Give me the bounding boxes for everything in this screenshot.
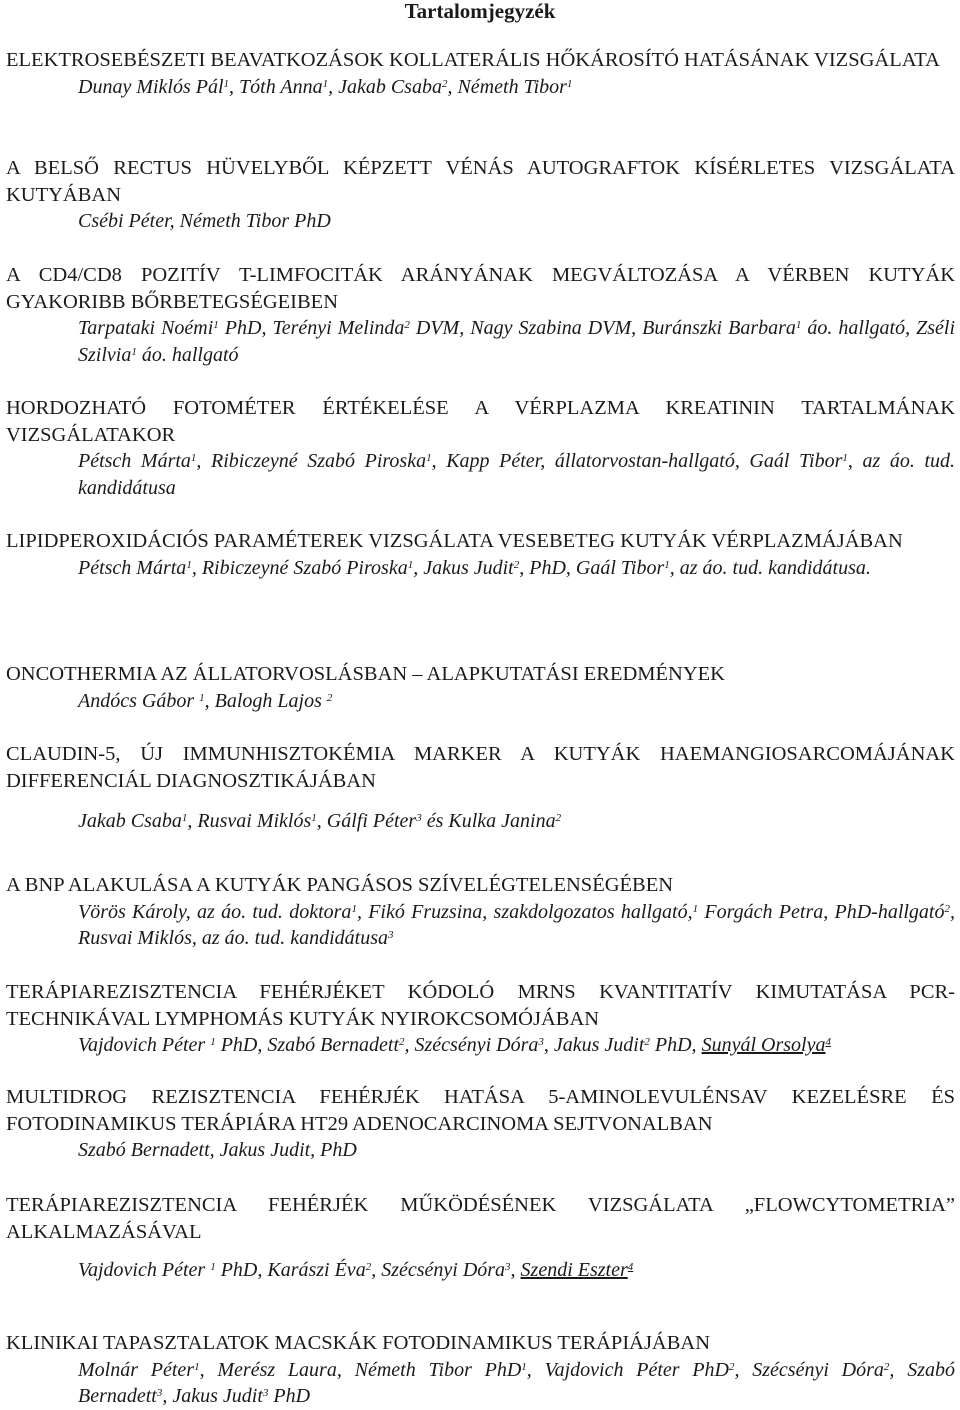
author-text: , Balogh Lajos	[204, 689, 327, 712]
author-text: Andócs Gábor	[78, 689, 200, 712]
entry-title: CLAUDIN-5, ÚJ IMMUNHISZTOKÉMIA MARKER A KUTYÁK HAEMANGIOSARCOMÁJÁNAK DIFFERENCIÁL DIAGNOSZTIKÁJÁBAN	[6, 743, 955, 792]
author-affiliation-sup: 3	[387, 928, 394, 941]
author-text: Jakab Csaba	[78, 810, 182, 832]
author-affiliation-sup: 1	[194, 1360, 200, 1373]
author-text: Vörös Károly, az áo. tud. doktora	[78, 900, 352, 923]
author-affiliation-sup: 1	[199, 691, 205, 704]
author-affiliation-sup: 3	[538, 1035, 544, 1048]
entry-title: A BNP ALAKULÁSA A KUTYÁK PANGÁSOS SZÍVELÉGTELENSÉGÉBEN	[6, 874, 674, 896]
author-affiliation-sup: 1	[351, 902, 357, 915]
author-text: , Ribiczeyné Szabó Piroska	[196, 450, 427, 472]
entry-title: MULTIDROG REZISZTENCIA FEHÉRJÉK HATÁSA 5-AMINOLEVULÉNSAV KEZELÉSRE ÉS FOTODINAMIKUS TERÁPIÁRA HT29 ADENOCARCINOMA SEJTVONALBAN	[6, 1086, 955, 1135]
toc-entry	[6, 661, 955, 714]
author-text: áo. hallgató, Zséli Szilvia	[78, 317, 956, 366]
author-text: Vajdovich Péter	[78, 1034, 211, 1056]
entry-title: KLINIKAI TAPASZTALATOK MACSKÁK FOTODINAMIKUS TERÁPIÁJÁBAN	[6, 1332, 711, 1354]
toc-entry	[6, 979, 955, 1059]
toc-entry	[6, 1330, 955, 1410]
entry-authors	[78, 899, 955, 952]
author-affiliation-sup: 2	[399, 1035, 405, 1048]
author-affiliation-sup: 3	[262, 1386, 269, 1399]
entry-authors	[78, 315, 955, 368]
author-affiliation-sup: 1	[311, 811, 317, 824]
toc-entry	[6, 528, 955, 581]
author-text: Molnár Péter	[78, 1358, 195, 1381]
author-affiliation-sup: 1	[842, 451, 848, 464]
author-affiliation-sup: 2	[326, 691, 333, 704]
author-text: , Vajdovich Péter PhD	[526, 1358, 729, 1381]
author-text: Pétsch Márta	[78, 450, 191, 472]
author-affiliation-sup: 1	[223, 77, 230, 90]
toc-entry	[6, 872, 955, 952]
author-affiliation-sup: 1	[213, 318, 219, 331]
author-text: ,	[510, 1259, 521, 1281]
entry-authors	[78, 1137, 955, 1164]
author-text: , Fikó Fruzsina, szakdolgozatos hallgató,	[356, 900, 693, 923]
author-affiliation-sup: 4	[825, 1035, 831, 1048]
entry-title: A CD4/CD8 POZITÍV T-LIMFOCITÁK ARÁNYÁNAK MEGVÁLTOZÁSA A VÉRBEN KUTYÁK GYAKORIBB BŐRBETEGSÉGEIBEN	[6, 264, 955, 313]
author-affiliation-sup: 1	[566, 77, 573, 90]
entry-title: TERÁPIAREZISZTENCIA FEHÉRJÉKET KÓDOLÓ MRNS KVANTITATÍV KIMUTATÁSA PCR-TECHNIKÁVAL LYMPHOMÁS KUTYÁK NYIROKCSOMÓJÁBAN	[6, 981, 955, 1030]
entry-authors	[78, 208, 955, 235]
toc-entry	[6, 741, 955, 835]
entry-title: TERÁPIAREZISZTENCIA FEHÉRJÉK MŰKÖDÉSÉNEK VIZSGÁLATA „FLOWCYTOMETRIA” ALKALMAZÁSÁVAL	[6, 1194, 955, 1243]
entry-authors	[78, 1357, 955, 1410]
entry-title: LIPIDPEROXIDÁCIÓS PARAMÉTEREK VIZSGÁLATA VESEBETEG KUTYÁK VÉRPLAZMÁJÁBAN	[6, 530, 903, 552]
author-affiliation-sup: 1	[186, 558, 192, 571]
author-affiliation-sup: 3	[416, 811, 422, 824]
toc-entry	[6, 47, 955, 100]
entry-authors	[78, 448, 955, 501]
author-affiliation-sup: 2	[883, 1360, 890, 1373]
author-text: , az áo. tud. kandidátusa.	[669, 556, 871, 579]
entry-authors	[78, 555, 955, 582]
author-text: , Ribiczeyné Szabó Piroska	[191, 556, 408, 579]
author-affiliation-sup: 2	[555, 811, 562, 824]
author-affiliation-sup: 1	[210, 1035, 216, 1048]
entry-authors	[78, 1257, 955, 1284]
author-affiliation-sup: 4	[627, 1260, 634, 1273]
author-affiliation-sup: 2	[728, 1360, 735, 1373]
author-affiliation-sup: 2	[404, 318, 410, 331]
page-title: Tartalomjegyzék	[404, 0, 556, 23]
author-text: , Gálfi Péter	[316, 810, 417, 832]
entry-title: ONCOTHERMIA AZ ÁLLATORVOSLÁSBAN – ALAPKUTATÁSI EREDMÉNYEK	[6, 663, 725, 685]
author-text: , Tóth Anna	[229, 75, 323, 98]
entry-title: A BELSŐ RECTUS HÜVELYBŐL KÉPZETT VÉNÁS AUTOGRAFTOK KÍSÉRLETES VIZSGÁLATA KUTYÁBAN	[6, 157, 955, 206]
author-affiliation-sup: 1	[322, 77, 329, 90]
author-text: PhD,	[649, 1034, 702, 1056]
entry-title: HORDOZHATÓ FOTOMÉTER ÉRTÉKELÉSE A VÉRPLAZMA KREATININ TARTALMÁNAK VIZSGÁLATAKOR	[6, 397, 955, 446]
author-affiliation-sup: 3	[156, 1386, 163, 1399]
entry-authors	[78, 1032, 955, 1059]
author-text: és Kulka Janina	[421, 810, 556, 832]
toc-entry	[6, 1084, 955, 1164]
author-text: , Merész Laura, Németh Tibor PhD	[199, 1358, 522, 1381]
author-affiliation-sup: 2	[644, 1035, 650, 1048]
author-text: áo. hallgató	[136, 343, 239, 366]
author-text: Pétsch Márta	[78, 556, 187, 579]
author-text: , Kapp Péter, állatorvostan-hallgató, Gaál Tibor	[431, 450, 843, 472]
author-text: , Németh Tibor	[447, 75, 567, 98]
author-text: , PhD, Gaál Tibor	[519, 556, 665, 579]
author-text: PhD, Terényi Melinda	[218, 317, 405, 339]
author-affiliation-sup: 3	[505, 1260, 511, 1273]
author-affiliation-sup: 1	[210, 1260, 216, 1273]
author-text: Tarpataki Noémi	[78, 317, 214, 339]
toc-entry	[6, 395, 955, 501]
author-affiliation-sup: 1	[521, 1360, 527, 1373]
author-text: Csébi Péter, Németh Tibor PhD	[78, 210, 331, 232]
author-affiliation-sup: 2	[944, 902, 950, 915]
author-text: PhD, Karászi Éva	[215, 1259, 366, 1281]
author-text: , Jakab Csaba	[328, 75, 442, 98]
author-text: , az áo. tud. kandidátusa	[78, 450, 956, 499]
entry-authors	[78, 688, 955, 715]
entry-authors	[78, 74, 955, 101]
author-affiliation-sup: 2	[441, 77, 448, 90]
author-text: Szendi Eszter	[520, 1259, 628, 1281]
author-affiliation-sup: 2	[365, 1260, 372, 1273]
author-text: Vajdovich Péter	[78, 1259, 211, 1281]
toc-entry	[6, 262, 955, 368]
author-affiliation-sup: 1	[181, 811, 188, 824]
author-text: Dunay Miklós Pál	[78, 75, 224, 98]
author-affiliation-sup: 1	[407, 558, 414, 571]
author-affiliation-sup: 1	[131, 345, 137, 358]
author-affiliation-sup: 1	[692, 902, 699, 915]
author-affiliation-sup: 1	[426, 451, 432, 464]
toc-entry	[6, 1192, 955, 1284]
author-affiliation-sup: 2	[513, 558, 520, 571]
author-text: , Jakus Judit	[162, 1385, 263, 1407]
author-text: , Szécsényi Dóra	[404, 1034, 539, 1056]
author-affiliation-sup: 1	[664, 558, 670, 571]
author-text: , Jakus Judit	[413, 556, 514, 579]
author-text: , Szabó Bernadett	[78, 1358, 955, 1407]
entry-title: ELEKTROSEBÉSZETI BEAVATKOZÁSOK KOLLATERÁLIS HŐKÁROSÍTÓ HATÁSÁNAK VIZSGÁLATA	[6, 49, 940, 71]
author-text: , Rusvai Miklós	[187, 810, 312, 832]
author-affiliation-sup: 1	[190, 451, 197, 464]
author-text: Forgách Petra, PhD-hallgató	[698, 900, 945, 923]
author-text: DVM, Nagy Szabina DVM, Buránszki Barbara	[409, 317, 796, 339]
author-text: , Jakus Judit	[543, 1034, 645, 1056]
toc-entry	[6, 155, 955, 235]
author-text: , Rusvai Miklós, az áo. tud. kandidátusa	[78, 900, 955, 949]
author-text: , Szécsényi Dóra	[734, 1358, 884, 1381]
author-text: Szabó Bernadett, Jakus Judit, PhD	[78, 1139, 357, 1161]
author-text: PhD, Szabó Bernadett	[215, 1034, 399, 1056]
author-text: , Szécsényi Dóra	[371, 1259, 506, 1281]
author-affiliation-sup: 1	[795, 318, 802, 331]
entry-authors	[78, 808, 955, 835]
author-text: Sunyál Orsolya	[701, 1034, 826, 1056]
author-text: PhD	[268, 1385, 311, 1407]
